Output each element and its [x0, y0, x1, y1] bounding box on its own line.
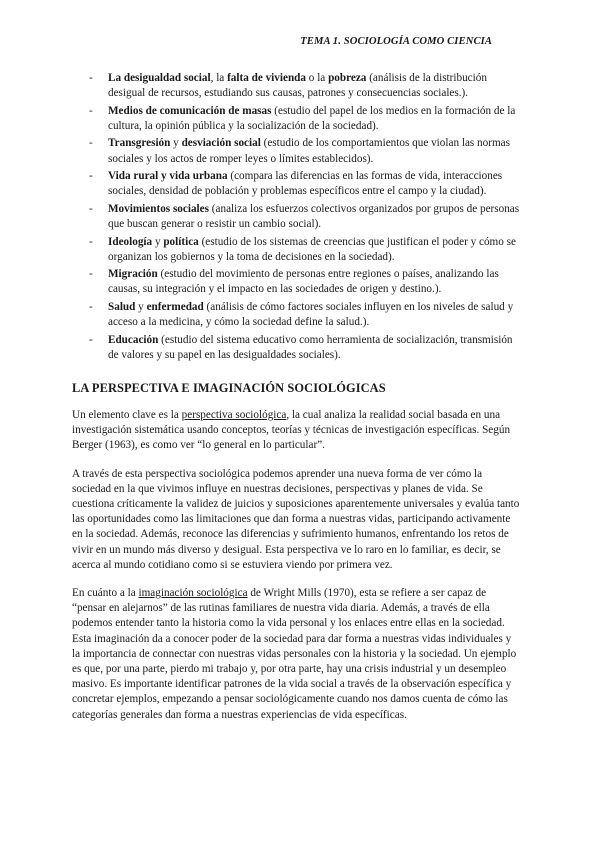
list-dash: -	[89, 104, 93, 117]
list-dash: -	[89, 235, 93, 248]
topic-item	[72, 104, 522, 134]
topic-text: Vida rural y vida urbana (compara las diferencias en las formas de vida, interacciones sociales, densidad de población y problemas específicos entre el campo y la ciudad).	[108, 170, 503, 198]
page-header-title: TEMA 1. SOCIOLOGÍA COMO CIENCIA	[300, 36, 492, 47]
list-dash: -	[89, 202, 93, 215]
topic-text: Movimientos sociales (analiza los esfuerzos colectivos organizados por grupos de personas que buscan generar o resistir un cambio social).	[108, 202, 520, 231]
document-body	[72, 71, 522, 736]
list-dash: -	[89, 137, 93, 150]
topic-item	[72, 333, 522, 363]
topic-text: Medios de comunicación de masas (estudio del papel de los medios en la formación de la cultura, la opinión pública y la socialización de la sociedad).	[108, 104, 516, 132]
topic-item	[72, 136, 522, 166]
topic-text: La desigualdad social, la falta de vivienda o la pobreza (análisis de la distribución desigual de recursos, estudiando sus causas, patrones y consecuencias sociales.).	[108, 72, 487, 100]
list-dash: -	[89, 268, 93, 281]
paragraph: En cuánto a la imaginación sociológica de Wright Mills (1970), esta se refiere a ser capaz de “pensar en alejarnos” de las rutinas familiares de nuestra vida diaria. Además, a través de ella podemos entender tanto la historia como la vida personal y los enlaces entre ellas en la sociedad. Esta imaginación da a conocer poder de la sociedad para dar forma a nuestras vidas individuales y la importancia de connectar con nuestras vidas personales con la historia y la sociedad. Un ejemplo es que, por una parte, pierdo mi trabajo y, por otra parte, hay una crisis industrial y un desempleo masivo. Es importante identificar patrones de la vida social a través de la observación específica y concretar ejemplos, empezando a pensar sociológicamente cuando nos damos cuenta de cómo las categorías generales dan forma a nuestras experiencias de vida específicas.	[72, 587, 517, 721]
topic-text: Ideología y política (estudio de los sistemas de creencias que justifican el poder y cómo se organizan los gobiernos y la toma de decisiones en la sociedad).	[108, 235, 516, 263]
topic-list	[72, 71, 522, 363]
topic-text: Transgresión y desviación social (estudio de los comportamientos que violan las normas sociales y los actos de romper leyes o límites establecidos).	[108, 137, 510, 165]
section-heading: LA PERSPECTIVA E IMAGINACIÓN SOCIOLÓGICAS	[72, 381, 386, 396]
topic-item	[72, 169, 522, 199]
key-term: perspectiva sociológica	[181, 409, 287, 422]
topic-item	[72, 300, 522, 330]
topic-item	[72, 71, 522, 101]
topic-text: Educación (estudio del sistema educativo como herramienta de socialización, transmisión de valores y su papel en las desigualdades sociales).	[108, 333, 513, 361]
topic-text: Salud y enfermedad (análisis de cómo factores sociales influyen en los niveles de salud y acceso a la medicina, y cómo la sociedad define la salud.).	[108, 300, 514, 329]
list-dash: -	[89, 72, 93, 84]
topic-text: Migración (estudio del movimiento de personas entre regiones o países, analizando las causas, su integración y el impacto en las sociedades de origen y destino.).	[108, 268, 499, 296]
list-dash: -	[89, 300, 93, 313]
key-term: imaginación sociológica	[138, 587, 248, 600]
paragraph: A través de esta perspectiva sociológica podemos aprender una nueva forma de ver cómo la sociedad en la que vivimos influye en nuestras decisiones, perspectivas y planes de vida. Se cuestiona críticamente la validez de juicios y suposiciones aparentemente universales y evalúa tanto las oportunidades como las limitaciones que dan forma a nuestras vidas, participando activamente en la sociedad. Además, reconoce las diferencias y sufrimiento humanos, enfrentando los retos de vivir en un mundo más diverso y desigual. Esta perspectiva ve lo raro en lo familiar, es decir, se acerca al mundo cotidiano como si se estuviera viendo por primera vez.	[72, 467, 520, 571]
list-dash: -	[89, 333, 93, 346]
list-dash: -	[89, 170, 93, 183]
topic-item	[72, 235, 522, 265]
topic-item	[72, 202, 522, 232]
topic-item	[72, 267, 522, 297]
paragraph: Un elemento clave es la perspectiva sociológica, la cual analiza la realidad social basada en una investigación sistemática usando conceptos, teorías y técnicas de investigación específicas. Según Berger (1963), es como ver “lo general en lo particular”.	[72, 409, 511, 452]
